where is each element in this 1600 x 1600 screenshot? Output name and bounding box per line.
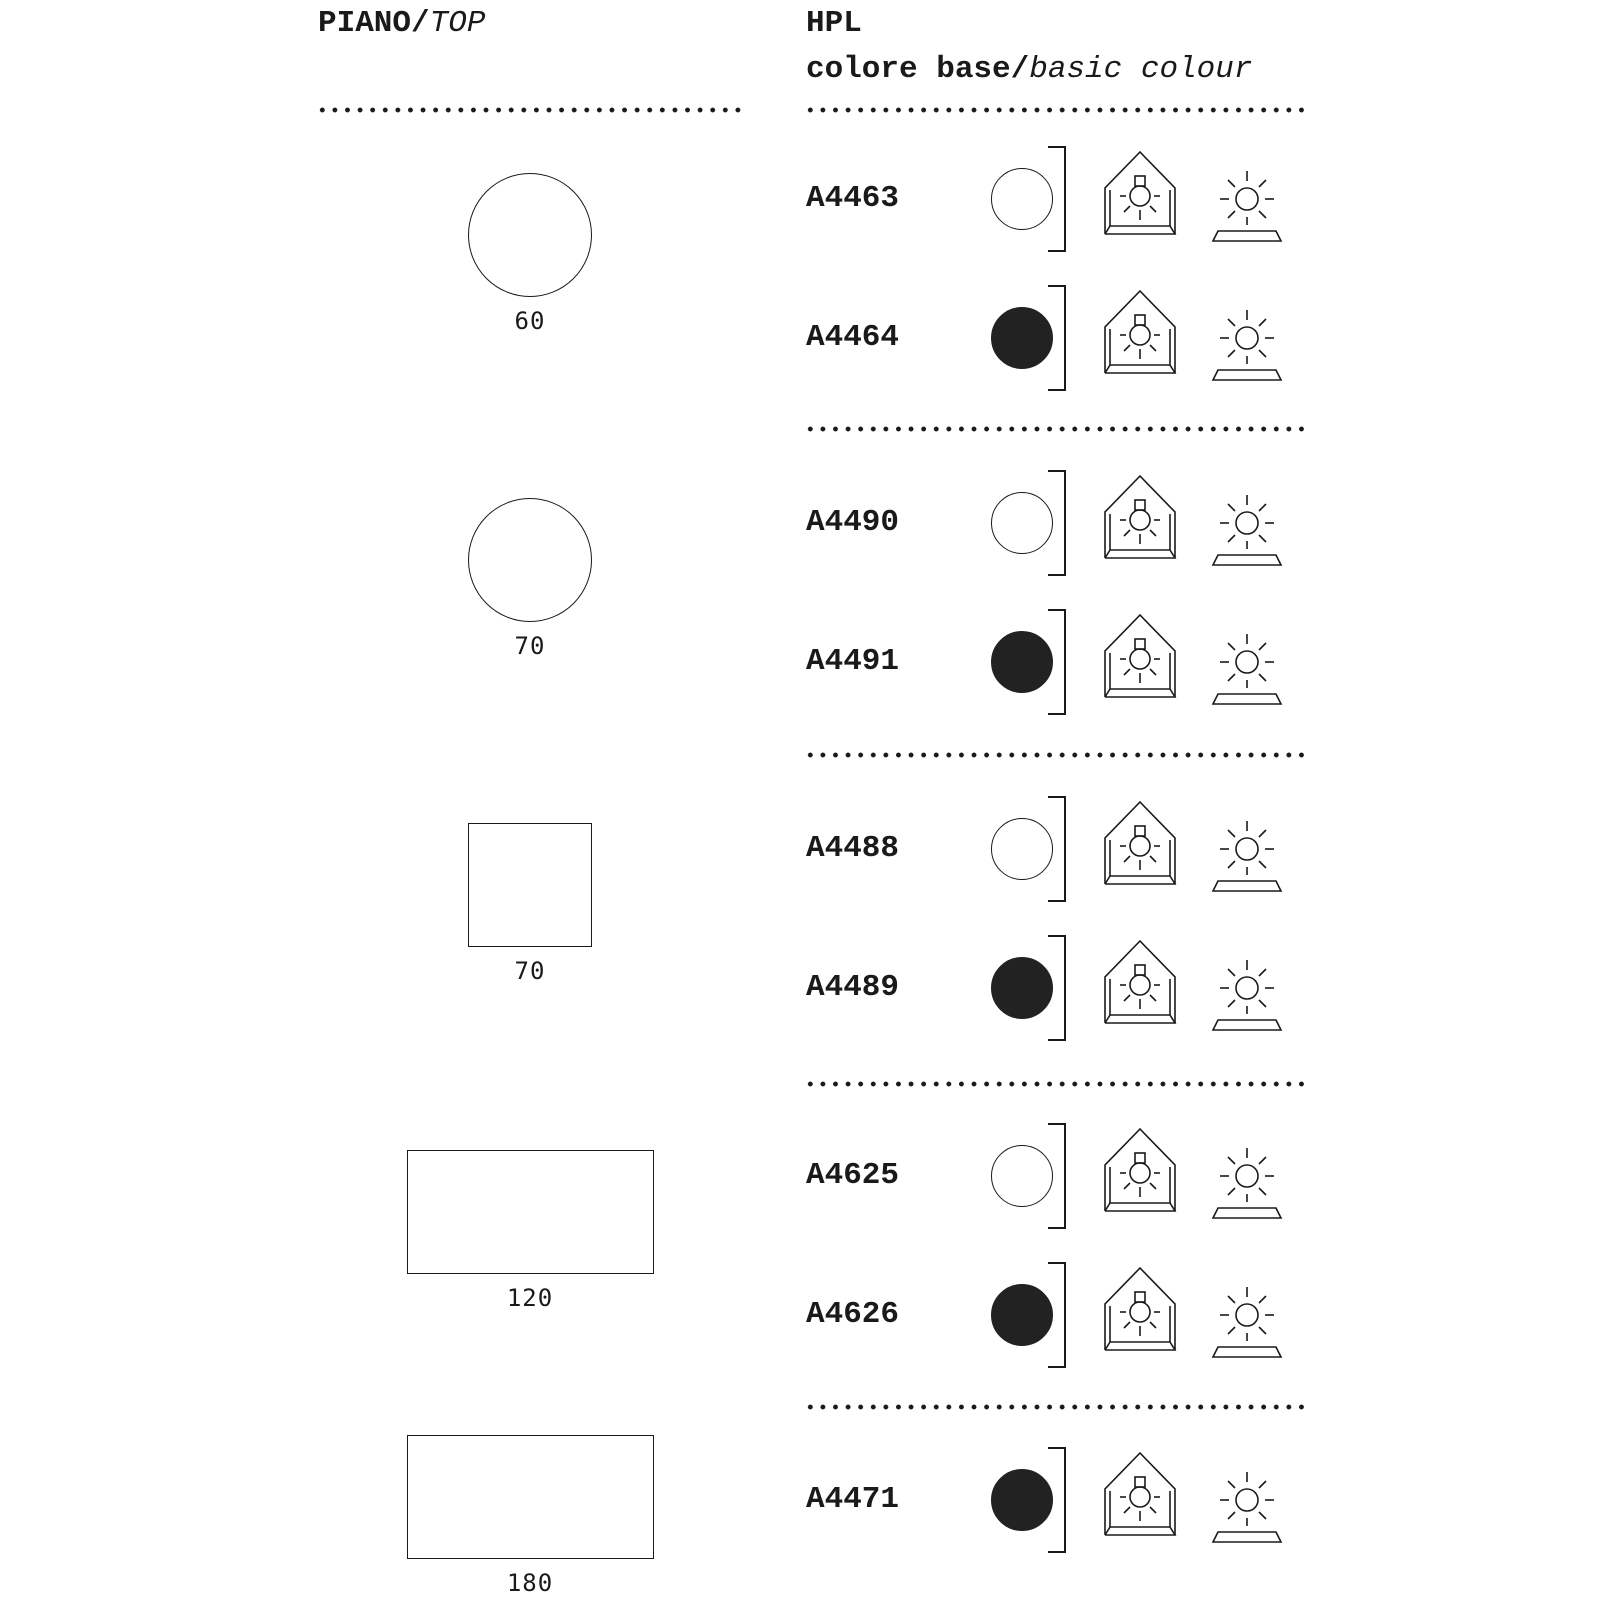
outdoor-sun-icon <box>1210 308 1284 389</box>
top-size-label: 120 <box>506 1284 554 1312</box>
bracket <box>1048 470 1066 576</box>
round-top-shape <box>468 498 592 622</box>
top-round-60 <box>330 173 730 335</box>
outdoor-sun-icon <box>1210 493 1284 574</box>
top-square-70 <box>330 823 730 985</box>
indoor-house-icon <box>1103 800 1177 897</box>
bracket <box>1048 609 1066 715</box>
black-swatch <box>991 307 1053 369</box>
white-swatch <box>991 818 1053 880</box>
outdoor-sun-icon <box>1210 632 1284 713</box>
top-rect-180 <box>330 1435 730 1597</box>
dotted-divider <box>804 107 1306 113</box>
black-swatch <box>991 631 1053 693</box>
colour-code: A4491 <box>806 644 900 679</box>
colour-code: A4463 <box>806 181 900 216</box>
round-top-shape <box>468 173 592 297</box>
top-size-label: 70 <box>514 632 546 660</box>
outdoor-sun-icon <box>1210 819 1284 900</box>
white-swatch <box>991 492 1053 554</box>
outdoor-sun-icon <box>1210 169 1284 250</box>
bracket <box>1048 1123 1066 1229</box>
colour-code: A4464 <box>806 320 900 355</box>
colour-code: A4490 <box>806 505 900 540</box>
bracket <box>1048 1262 1066 1368</box>
dotted-divider <box>316 107 742 113</box>
outdoor-sun-icon <box>1210 958 1284 1039</box>
dotted-divider <box>804 426 1310 432</box>
colour-code: A4488 <box>806 831 900 866</box>
top-size-label: 60 <box>514 307 546 335</box>
indoor-house-icon <box>1103 150 1177 247</box>
bracket <box>1048 285 1066 391</box>
bracket <box>1048 796 1066 902</box>
square-top-shape <box>468 823 592 947</box>
indoor-house-icon <box>1103 474 1177 571</box>
indoor-house-icon <box>1103 1266 1177 1363</box>
top-heading <box>318 6 485 41</box>
indoor-house-icon <box>1103 289 1177 386</box>
colour-code: A4626 <box>806 1297 900 1332</box>
outdoor-sun-icon <box>1210 1285 1284 1366</box>
colour-code: A4471 <box>806 1482 900 1517</box>
top-rect-120 <box>330 1150 730 1312</box>
indoor-house-icon <box>1103 1127 1177 1224</box>
bracket <box>1048 146 1066 252</box>
black-swatch <box>991 1284 1053 1346</box>
colour-heading <box>806 52 1253 87</box>
colour-heading-italic: basic colour <box>1029 52 1253 87</box>
colour-code: A4625 <box>806 1158 900 1193</box>
outdoor-sun-icon <box>1210 1146 1284 1227</box>
top-heading-bold: PIANO/ <box>318 6 430 41</box>
colour-heading-bold: colore base/ <box>806 52 1030 87</box>
dotted-divider <box>804 752 1310 758</box>
indoor-house-icon <box>1103 613 1177 710</box>
rectangular-top-shape <box>407 1150 654 1274</box>
white-swatch <box>991 1145 1053 1207</box>
dotted-divider <box>804 1404 1310 1410</box>
colour-code: A4489 <box>806 970 900 1005</box>
indoor-house-icon <box>1103 1451 1177 1548</box>
black-swatch <box>991 957 1053 1019</box>
dotted-divider <box>804 1081 1306 1087</box>
top-heading-italic: TOP <box>429 6 486 41</box>
top-size-label: 180 <box>506 1569 554 1597</box>
hpl-heading: HPL <box>806 6 862 41</box>
black-swatch <box>991 1469 1053 1531</box>
rectangular-top-shape <box>407 1435 654 1559</box>
indoor-house-icon <box>1103 939 1177 1036</box>
bracket <box>1048 935 1066 1041</box>
top-size-label: 70 <box>514 957 546 985</box>
white-swatch <box>991 168 1053 230</box>
top-round-70 <box>330 498 730 660</box>
outdoor-sun-icon <box>1210 1470 1284 1551</box>
bracket <box>1048 1447 1066 1553</box>
